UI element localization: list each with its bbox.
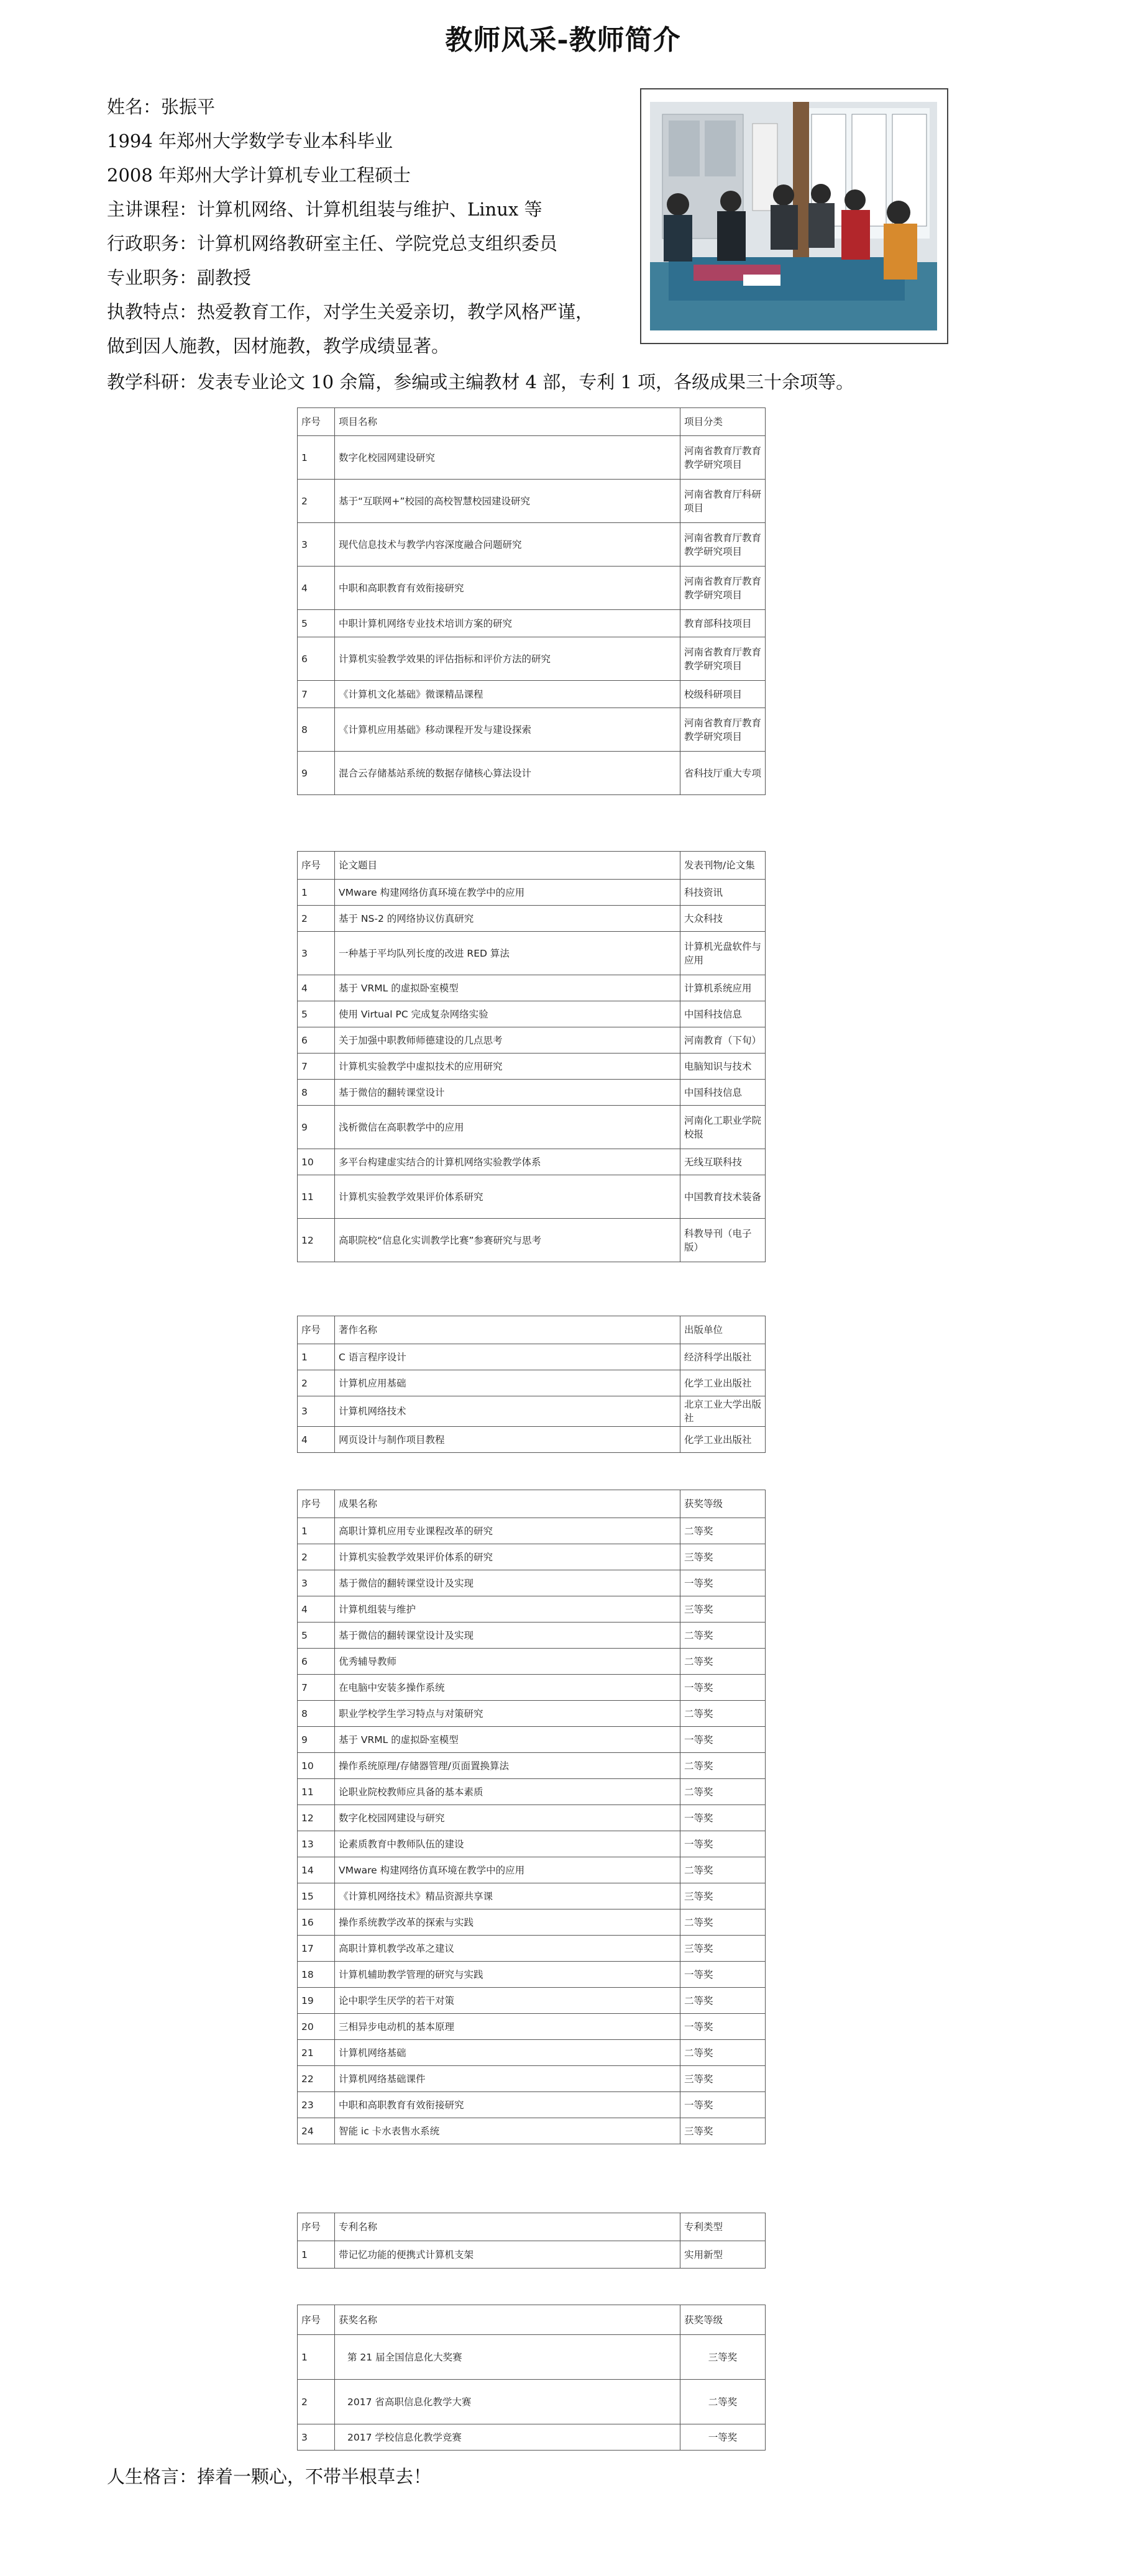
header-cell: 成果名称 <box>335 1490 680 1518</box>
table-row <box>298 880 766 906</box>
table-row <box>298 1649 766 1675</box>
row-index: 2 <box>298 1370 335 1396</box>
row-index: 4 <box>298 975 335 1001</box>
header-cell: 获奖名称 <box>335 2305 680 2335</box>
row-index: 9 <box>298 752 335 795</box>
row-index: 16 <box>298 1909 335 1936</box>
project-name: 基于“互联网+”校园的高校智慧校园建设研究 <box>335 480 680 523</box>
research-summary: 教学科研：发表专业论文 10 余篇，参编或主编教材 4 部，专利 1 项，各级成果三十余项等。 <box>107 371 854 393</box>
achievement-name: 计算机实验教学效果评价体系的研究 <box>335 1544 680 1570</box>
life-motto: 人生格言：捧着一颗心，不带半根草去！ <box>107 2466 432 2487</box>
award-level: 一等奖 <box>680 1962 766 1988</box>
table-row <box>298 1106 766 1149</box>
table-row <box>298 567 766 610</box>
achievement-name: 三相异步电动机的基本原理 <box>335 2014 680 2040</box>
row-index: 9 <box>298 1727 335 1753</box>
teacher-photo <box>650 102 937 330</box>
header-cell: 专利类型 <box>680 2213 766 2241</box>
award-name: 2017 学校信息化教学竞赛 <box>335 2424 680 2451</box>
paper-title: 关于加强中职教师师德建设的几点思考 <box>335 1027 680 1054</box>
row-index: 2 <box>298 480 335 523</box>
project-category: 省科技厅重大专项 <box>680 752 766 795</box>
info-courses: 主讲课程：计算机网络、计算机组装与维护、Linux 等 <box>107 199 542 220</box>
row-index: 2 <box>298 1544 335 1570</box>
achievement-name: 《计算机网络技术》精品资源共享课 <box>335 1883 680 1909</box>
table-row <box>298 1988 766 2014</box>
achievement-name: VMware 构建网络仿真环境在教学中的应用 <box>335 1857 680 1883</box>
paper-title: VMware 构建网络仿真环境在教学中的应用 <box>335 880 680 906</box>
award-level: 一等奖 <box>680 1570 766 1596</box>
row-index: 10 <box>298 1149 335 1175</box>
table-row <box>298 1962 766 1988</box>
award-level: 二等奖 <box>680 1649 766 1675</box>
table-row <box>298 436 766 480</box>
table-row <box>298 932 766 975</box>
teacher-info <box>107 90 654 363</box>
patents-table <box>297 2213 766 2269</box>
table-row <box>298 708 766 752</box>
row-index: 3 <box>298 2424 335 2451</box>
table-header-row <box>298 408 766 436</box>
paper-title: 浅析微信在高职教学中的应用 <box>335 1106 680 1149</box>
award-level: 三等奖 <box>680 1544 766 1570</box>
achievement-name: 计算机辅助教学管理的研究与实践 <box>335 1962 680 1988</box>
table-row <box>298 1518 766 1544</box>
achievement-name: 论中职学生厌学的若干对策 <box>335 1988 680 2014</box>
row-index: 12 <box>298 1805 335 1831</box>
row-index: 8 <box>298 1080 335 1106</box>
table-row <box>298 1753 766 1779</box>
project-category: 河南省教育厅教育教学研究项目 <box>680 708 766 752</box>
table-row <box>298 1027 766 1054</box>
header-cell: 序号 <box>298 1316 335 1344</box>
table-row <box>298 1805 766 1831</box>
award-level: 一等奖 <box>680 1675 766 1701</box>
award-level: 一等奖 <box>680 2424 766 2451</box>
project-category: 河南省教育厅教育教学研究项目 <box>680 567 766 610</box>
award-level: 一等奖 <box>680 1831 766 1857</box>
table-row <box>298 1596 766 1623</box>
award-level: 三等奖 <box>680 2118 766 2144</box>
row-index: 2 <box>298 2380 335 2424</box>
table-row <box>298 1149 766 1175</box>
info-teaching-style: 执教特点：热爱教育工作，对学生关爱亲切，教学风格严谨， <box>107 301 594 322</box>
row-index: 4 <box>298 567 335 610</box>
header-cell: 项目分类 <box>680 408 766 436</box>
award-level: 一等奖 <box>680 2092 766 2118</box>
table-row <box>298 1883 766 1909</box>
table-row <box>298 1857 766 1883</box>
paper-title: 一种基于平均队列长度的改进 RED 算法 <box>335 932 680 975</box>
paper-journal: 计算机系统应用 <box>680 975 766 1001</box>
award-level: 三等奖 <box>680 1936 766 1962</box>
header-cell: 出版单位 <box>680 1316 766 1344</box>
row-index: 11 <box>298 1779 335 1805</box>
row-index: 23 <box>298 2092 335 2118</box>
row-index: 6 <box>298 1027 335 1054</box>
row-index: 20 <box>298 2014 335 2040</box>
header-cell: 序号 <box>298 408 335 436</box>
project-name: 《计算机文化基础》微课精品课程 <box>335 681 680 708</box>
row-index: 21 <box>298 2040 335 2066</box>
row-index: 13 <box>298 1831 335 1857</box>
achievement-name: 论素质教育中教师队伍的建设 <box>335 1831 680 1857</box>
table-row <box>298 1427 766 1453</box>
book-name: 网页设计与制作项目教程 <box>335 1427 680 1453</box>
book-name: C 语言程序设计 <box>335 1344 680 1370</box>
project-name: 中职和高职教育有效衔接研究 <box>335 567 680 610</box>
award-level: 二等奖 <box>680 1753 766 1779</box>
row-index: 4 <box>298 1596 335 1623</box>
row-index: 5 <box>298 610 335 637</box>
award-level: 三等奖 <box>680 1596 766 1623</box>
achievement-name: 操作系统原理/存储器管理/页面置换算法 <box>335 1753 680 1779</box>
award-level: 二等奖 <box>680 1623 766 1649</box>
paper-journal: 中国教育技术装备 <box>680 1175 766 1219</box>
award-level: 二等奖 <box>680 1779 766 1805</box>
row-index: 1 <box>298 1518 335 1544</box>
table-row <box>298 480 766 523</box>
row-index: 11 <box>298 1175 335 1219</box>
table-row <box>298 906 766 932</box>
row-index: 6 <box>298 1649 335 1675</box>
row-index: 1 <box>298 436 335 480</box>
research-projects-table <box>297 407 766 795</box>
patent-type: 实用新型 <box>680 2241 766 2269</box>
page-title: 教师风采-教师简介 <box>445 24 681 56</box>
paper-journal: 河南教育（下旬） <box>680 1027 766 1054</box>
table-row <box>298 1701 766 1727</box>
table-row <box>298 1370 766 1396</box>
book-publisher: 化学工业出版社 <box>680 1370 766 1396</box>
award-level: 一等奖 <box>680 1805 766 1831</box>
paper-title: 计算机实验教学效果评价体系研究 <box>335 1175 680 1219</box>
row-index: 4 <box>298 1427 335 1453</box>
row-index: 3 <box>298 1396 335 1427</box>
header-cell: 序号 <box>298 2213 335 2241</box>
paper-title: 计算机实验教学中虚拟技术的应用研究 <box>335 1054 680 1080</box>
info-bachelor: 1994 年郑州大学数学专业本科毕业 <box>107 130 393 152</box>
row-index: 1 <box>298 2241 335 2269</box>
row-index: 18 <box>298 1962 335 1988</box>
award-level: 一等奖 <box>680 1727 766 1753</box>
table-header-row <box>298 852 766 880</box>
award-level: 二等奖 <box>680 1988 766 2014</box>
table-row <box>298 2066 766 2092</box>
row-index: 5 <box>298 1001 335 1027</box>
book-name: 计算机应用基础 <box>335 1370 680 1396</box>
achievement-name: 基于微信的翻转课堂设计及实现 <box>335 1570 680 1596</box>
achievement-name: 职业学校学生学习特点与对策研究 <box>335 1701 680 1727</box>
header-cell: 著作名称 <box>335 1316 680 1344</box>
table-row <box>298 1001 766 1027</box>
row-index: 3 <box>298 523 335 567</box>
header-cell: 序号 <box>298 852 335 880</box>
paper-title: 多平台构建虚实结合的计算机网络实验教学体系 <box>335 1149 680 1175</box>
achievement-name: 高职计算机应用专业课程改革的研究 <box>335 1518 680 1544</box>
table-row <box>298 1344 766 1370</box>
table-header-row <box>298 2213 766 2241</box>
achievement-name: 中职和高职教育有效衔接研究 <box>335 2092 680 2118</box>
table-row <box>298 2040 766 2066</box>
paper-journal: 科技资讯 <box>680 880 766 906</box>
row-index: 1 <box>298 2335 335 2380</box>
achievement-name: 论职业院校教师应具备的基本素质 <box>335 1779 680 1805</box>
header-cell: 论文题目 <box>335 852 680 880</box>
award-level: 三等奖 <box>680 2066 766 2092</box>
project-name: 计算机实验教学效果的评估指标和评价方法的研究 <box>335 637 680 681</box>
row-index: 3 <box>298 1570 335 1596</box>
table-row <box>298 975 766 1001</box>
award-level: 三等奖 <box>680 2335 766 2380</box>
table-row <box>298 1909 766 1936</box>
table-row <box>298 523 766 567</box>
project-category: 河南省教育厅科研项目 <box>680 480 766 523</box>
paper-title: 基于微信的翻转课堂设计 <box>335 1080 680 1106</box>
project-category: 教育部科技项目 <box>680 610 766 637</box>
info-professional-title: 专业职务：副教授 <box>107 267 252 288</box>
header-cell: 发表刊物/论文集 <box>680 852 766 880</box>
project-category: 河南省教育厅教育教学研究项目 <box>680 436 766 480</box>
paper-title: 基于 NS-2 的网络协议仿真研究 <box>335 906 680 932</box>
table-row <box>298 752 766 795</box>
row-index: 19 <box>298 1988 335 2014</box>
header-cell: 获奖等级 <box>680 2305 766 2335</box>
table-row <box>298 1080 766 1106</box>
header-cell: 序号 <box>298 2305 335 2335</box>
award-level: 三等奖 <box>680 1883 766 1909</box>
table-row <box>298 1219 766 1262</box>
row-index: 17 <box>298 1936 335 1962</box>
award-level: 二等奖 <box>680 2380 766 2424</box>
teacher-photo-frame <box>640 88 948 344</box>
award-level: 二等奖 <box>680 1909 766 1936</box>
header-cell: 序号 <box>298 1490 335 1518</box>
row-index: 1 <box>298 1344 335 1370</box>
award-name: 第 21 届全国信息化大奖赛 <box>335 2335 680 2380</box>
table-row <box>298 610 766 637</box>
award-name: 2017 省高职信息化教学大赛 <box>335 2380 680 2424</box>
paper-journal: 中国科技信息 <box>680 1001 766 1027</box>
paper-journal: 河南化工职业学院校报 <box>680 1106 766 1149</box>
books-table <box>297 1316 766 1453</box>
paper-journal: 科教导刊（电子版） <box>680 1219 766 1262</box>
project-name: 《计算机应用基础》移动课程开发与建设探索 <box>335 708 680 752</box>
row-index: 3 <box>298 932 335 975</box>
award-level: 二等奖 <box>680 1518 766 1544</box>
row-index: 7 <box>298 681 335 708</box>
table-row <box>298 2335 766 2380</box>
table-row <box>298 1675 766 1701</box>
table-row <box>298 1936 766 1962</box>
row-index: 14 <box>298 1857 335 1883</box>
paper-journal: 大众科技 <box>680 906 766 932</box>
table-header-row <box>298 2305 766 2335</box>
achievement-name: 操作系统教学改革的探索与实践 <box>335 1909 680 1936</box>
paper-journal: 中国科技信息 <box>680 1080 766 1106</box>
table-row <box>298 1727 766 1753</box>
achievement-name: 智能 ic 卡水表售水系统 <box>335 2118 680 2144</box>
table-row <box>298 637 766 681</box>
project-name: 中职计算机网络专业技术培训方案的研究 <box>335 610 680 637</box>
table-row <box>298 2424 766 2451</box>
achievement-name: 优秀辅导教师 <box>335 1649 680 1675</box>
award-level: 二等奖 <box>680 2040 766 2066</box>
row-index: 1 <box>298 880 335 906</box>
table-row <box>298 1623 766 1649</box>
row-index: 6 <box>298 637 335 681</box>
paper-journal: 计算机光盘软件与应用 <box>680 932 766 975</box>
info-teaching-style-cont: 做到因人施教，因材施教，教学成绩显著。 <box>107 335 450 357</box>
row-index: 10 <box>298 1753 335 1779</box>
table-row <box>298 2241 766 2269</box>
book-publisher: 经济科学出版社 <box>680 1344 766 1370</box>
project-name: 数字化校园网建设研究 <box>335 436 680 480</box>
achievement-name: 计算机网络基础 <box>335 2040 680 2066</box>
book-publisher: 北京工业大学出版社 <box>680 1396 766 1427</box>
paper-title: 高职院校“信息化实训教学比赛”参赛研究与思考 <box>335 1219 680 1262</box>
paper-journal: 无线互联科技 <box>680 1149 766 1175</box>
papers-table <box>297 851 766 1262</box>
paper-title: 使用 Virtual PC 完成复杂网络实验 <box>335 1001 680 1027</box>
table-row <box>298 1544 766 1570</box>
table-row <box>298 1396 766 1427</box>
table-row <box>298 1175 766 1219</box>
row-index: 24 <box>298 2118 335 2144</box>
book-publisher: 化学工业出版社 <box>680 1427 766 1453</box>
header-cell: 专利名称 <box>335 2213 680 2241</box>
award-level: 二等奖 <box>680 1857 766 1883</box>
table-header-row <box>298 1316 766 1344</box>
paper-title: 基于 VRML 的虚拟卧室模型 <box>335 975 680 1001</box>
table-row <box>298 2014 766 2040</box>
project-category: 校级科研项目 <box>680 681 766 708</box>
achievement-name: 基于微信的翻转课堂设计及实现 <box>335 1623 680 1649</box>
table-header-row <box>298 1490 766 1518</box>
award-level: 二等奖 <box>680 1701 766 1727</box>
row-index: 8 <box>298 708 335 752</box>
header-cell: 项目名称 <box>335 408 680 436</box>
achievement-name: 计算机网络基础课件 <box>335 2066 680 2092</box>
table-row <box>298 2092 766 2118</box>
book-name: 计算机网络技术 <box>335 1396 680 1427</box>
table-row <box>298 1054 766 1080</box>
row-index: 12 <box>298 1219 335 1262</box>
row-index: 7 <box>298 1054 335 1080</box>
row-index: 22 <box>298 2066 335 2092</box>
header-cell: 获奖等级 <box>680 1490 766 1518</box>
table-row <box>298 1831 766 1857</box>
info-name: 姓名：张振平 <box>107 96 216 117</box>
info-admin-position: 行政职务：计算机网络教研室主任、学院党总支组织委员 <box>107 233 558 254</box>
project-category: 河南省教育厅教育教学研究项目 <box>680 637 766 681</box>
achievement-name: 在电脑中安装多操作系统 <box>335 1675 680 1701</box>
row-index: 7 <box>298 1675 335 1701</box>
table-row <box>298 1779 766 1805</box>
achievement-name: 数字化校园网建设与研究 <box>335 1805 680 1831</box>
table-row <box>298 1570 766 1596</box>
achievement-name: 基于 VRML 的虚拟卧室模型 <box>335 1727 680 1753</box>
info-master: 2008 年郑州大学计算机专业工程硕士 <box>107 165 411 186</box>
table-row <box>298 681 766 708</box>
awards-table <box>297 2305 766 2451</box>
row-index: 9 <box>298 1106 335 1149</box>
table-row <box>298 2380 766 2424</box>
project-name: 混合云存储基站系统的数据存储核心算法设计 <box>335 752 680 795</box>
achievement-name: 高职计算机教学改革之建议 <box>335 1936 680 1962</box>
table-row <box>298 2118 766 2144</box>
paper-journal: 电脑知识与技术 <box>680 1054 766 1080</box>
row-index: 2 <box>298 906 335 932</box>
patent-name: 带记忆功能的便携式计算机支架 <box>335 2241 680 2269</box>
row-index: 5 <box>298 1623 335 1649</box>
award-level: 一等奖 <box>680 2014 766 2040</box>
project-category: 河南省教育厅教育教学研究项目 <box>680 523 766 567</box>
row-index: 8 <box>298 1701 335 1727</box>
achievement-name: 计算机组装与维护 <box>335 1596 680 1623</box>
project-name: 现代信息技术与教学内容深度融合问题研究 <box>335 523 680 567</box>
achievements-table <box>297 1490 766 2144</box>
row-index: 15 <box>298 1883 335 1909</box>
